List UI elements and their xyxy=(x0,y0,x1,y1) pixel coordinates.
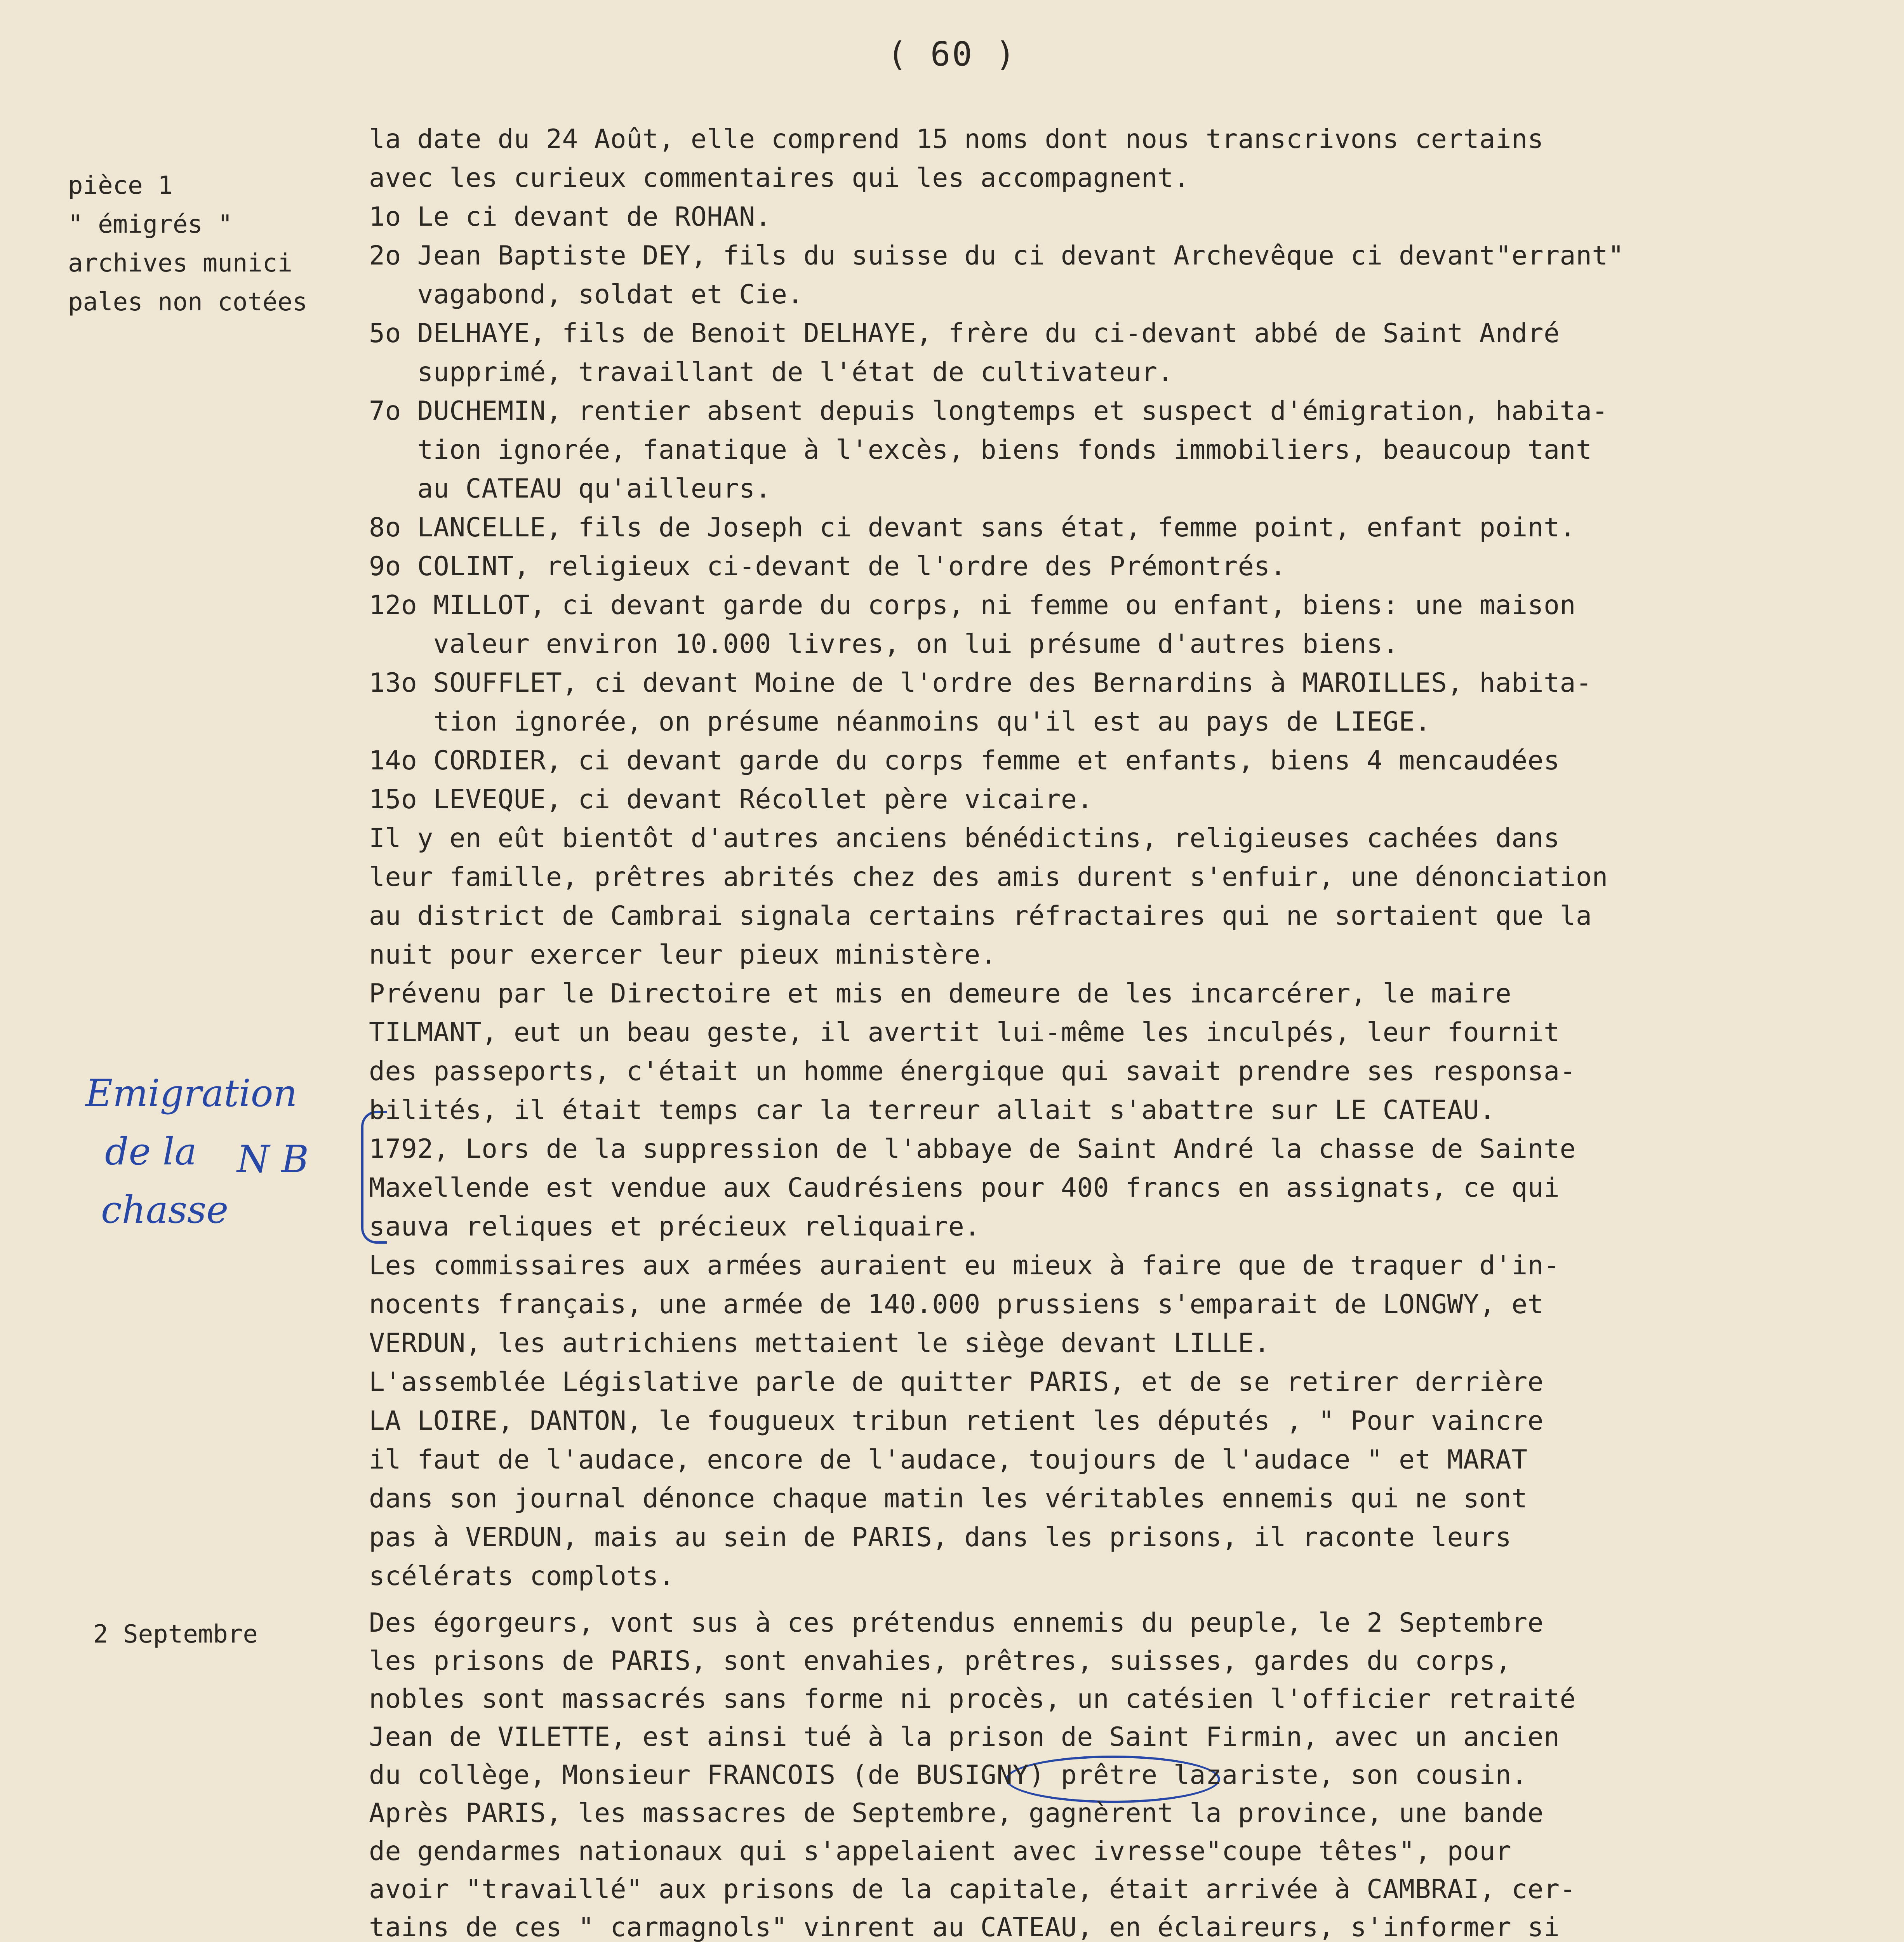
text-line: 15o LEVEQUE, ci devant Récollet père vicaire. xyxy=(369,784,1093,815)
text-line: dans son journal dénonce chaque matin les véritables ennemis qui ne sont xyxy=(369,1483,1528,1514)
text-line: tion ignorée, fanatique à l'excès, biens fonds immobiliers, beaucoup tant xyxy=(369,435,1592,465)
text-line: valeur environ 10.000 livres, on lui présume d'autres biens. xyxy=(369,629,1399,660)
text-line: avoir "travaillé" aux prisons de la capitale, était arrivée à CAMBRAI, cer- xyxy=(369,1874,1576,1905)
text-line: de gendarmes nationaux qui s'appelaient avec ivresse"coupe têtes", pour xyxy=(369,1836,1512,1867)
handwritten-chasse: chasse xyxy=(101,1188,229,1232)
text-line: Maxellende est vendue aux Caudrésiens pour 400 francs en assignats, ce qui xyxy=(369,1173,1560,1203)
text-line: scélérats complots. xyxy=(369,1561,675,1592)
text-line: la date du 24 Août, elle comprend 15 noms dont nous transcrivons certains xyxy=(369,124,1544,155)
text-line: 5o DELHAYE, fils de Benoit DELHAYE, frère du ci-devant abbé de Saint André xyxy=(369,318,1560,349)
text-line: LA LOIRE, DANTON, le fougueux tribun retient les députés , " Pour vaincre xyxy=(369,1406,1544,1436)
text-line: bilités, il était temps car la terreur allait s'abattre sur LE CATEAU. xyxy=(369,1095,1495,1126)
text-line: nobles sont massacrés sans forme ni procès, un catésien l'officier retraité xyxy=(369,1684,1576,1714)
text-line: du collège, Monsieur FRANCOIS (de BUSIGNY) prêtre lazariste, son cousin. xyxy=(369,1760,1528,1791)
text-line: VERDUN, les autrichiens mettaient le siège devant LILLE. xyxy=(369,1328,1270,1359)
text-line: sauva reliques et précieux reliquaire. xyxy=(369,1211,981,1242)
text-line: 13o SOUFFLET, ci devant Moine de l'ordre des Bernardins à MAROILLES, habita- xyxy=(369,668,1592,698)
text-line: au district de Cambrai signala certains réfractaires qui ne sortaient que la xyxy=(369,901,1592,931)
text-line: Jean de VILETTE, est ainsi tué à la prison de Saint Firmin, avec un ancien xyxy=(369,1722,1560,1752)
text-line: 14o CORDIER, ci devant garde du corps femme et enfants, biens 4 mencaudées xyxy=(369,745,1560,776)
margin-note-archives-line1: archives munici xyxy=(68,249,292,278)
text-line: 2o Jean Baptiste DEY, fils du suisse du ci devant Archevêque ci devant"errant" xyxy=(369,240,1624,271)
text-line: vagabond, soldat et Cie. xyxy=(369,279,803,310)
text-line: tains de ces " carmagnols" vinrent au CATEAU, en éclaireurs, s'informer si xyxy=(369,1912,1560,1942)
margin-note-emigres: " émigrés " xyxy=(68,210,233,239)
text-line: 8o LANCELLE, fils de Joseph ci devant sans état, femme point, enfant point. xyxy=(369,512,1576,543)
margin-note-piece: pièce 1 xyxy=(68,171,173,200)
text-line: Prévenu par le Directoire et mis en demeure de les incarcérer, le maire xyxy=(369,978,1512,1009)
text-line: au CATEAU qu'ailleurs. xyxy=(369,473,771,504)
margin-note-2-septembre: 2 Septembre xyxy=(93,1620,258,1649)
text-line: tion ignorée, on présume néanmoins qu'il est au pays de LIEGE. xyxy=(369,706,1431,737)
text-line: Il y en eût bientôt d'autres anciens bénédictins, religieuses cachées dans xyxy=(369,823,1560,854)
text-line: avec les curieux commentaires qui les accompagnent. xyxy=(369,163,1190,193)
handwritten-emigration: Emigration xyxy=(85,1072,297,1115)
text-line: 7o DUCHEMIN, rentier absent depuis longtemps et suspect d'émigration, habita- xyxy=(369,396,1608,426)
text-line: 1792, Lors de la suppression de l'abbaye de Saint André la chasse de Sainte xyxy=(369,1134,1576,1164)
text-line: Les commissaires aux armées auraient eu mieux à faire que de traquer d'in- xyxy=(369,1250,1560,1281)
text-line: L'assemblée Législative parle de quitter PARIS, et de se retirer derrière xyxy=(369,1367,1544,1397)
handwritten-nb: N B xyxy=(237,1138,309,1181)
text-line: nocents français, une armée de 140.000 prussiens s'emparait de LONGWY, et xyxy=(369,1289,1544,1320)
text-line: pas à VERDUN, mais au sein de PARIS, dans les prisons, il raconte leurs xyxy=(369,1522,1512,1553)
text-line: 9o COLINT, religieux ci-devant de l'ordre des Prémontrés. xyxy=(369,551,1287,582)
page-number: ( 60 ) xyxy=(887,35,1017,74)
main-text-block-2 xyxy=(369,1604,1883,1942)
text-line: TILMANT, eut un beau geste, il avertit lui-même les inculpés, leur fournit xyxy=(369,1017,1560,1048)
text-line: leur famille, prêtres abrités chez des amis durent s'enfuir, une dénonciation xyxy=(369,862,1608,893)
text-line: Des égorgeurs, vont sus à ces prétendus ennemis du peuple, le 2 Septembre xyxy=(369,1608,1544,1638)
handwritten-de-la: de la xyxy=(105,1130,197,1173)
text-line: Après PARIS, les massacres de Septembre, gagnèrent la province, une bande xyxy=(369,1798,1544,1829)
text-line: les prisons de PARIS, sont envahies, prêtres, suisses, gardes du corps, xyxy=(369,1646,1512,1676)
text-line: il faut de l'audace, encore de l'audace, toujours de l'audace " et MARAT xyxy=(369,1444,1528,1475)
main-text-block-1 xyxy=(369,120,1883,1643)
text-line: nuit pour exercer leur pieux ministère. xyxy=(369,940,997,970)
text-line: supprimé, travaillant de l'état de cultivateur. xyxy=(369,357,1174,388)
margin-note-archives-line2: pales non cotées xyxy=(68,288,308,317)
text-line: 12o MILLOT, ci devant garde du corps, ni femme ou enfant, biens: une maison xyxy=(369,590,1576,621)
text-line: des passeports, c'était un homme énergique qui savait prendre ses responsa- xyxy=(369,1056,1576,1087)
text-line: 1o Le ci devant de ROHAN. xyxy=(369,202,771,232)
